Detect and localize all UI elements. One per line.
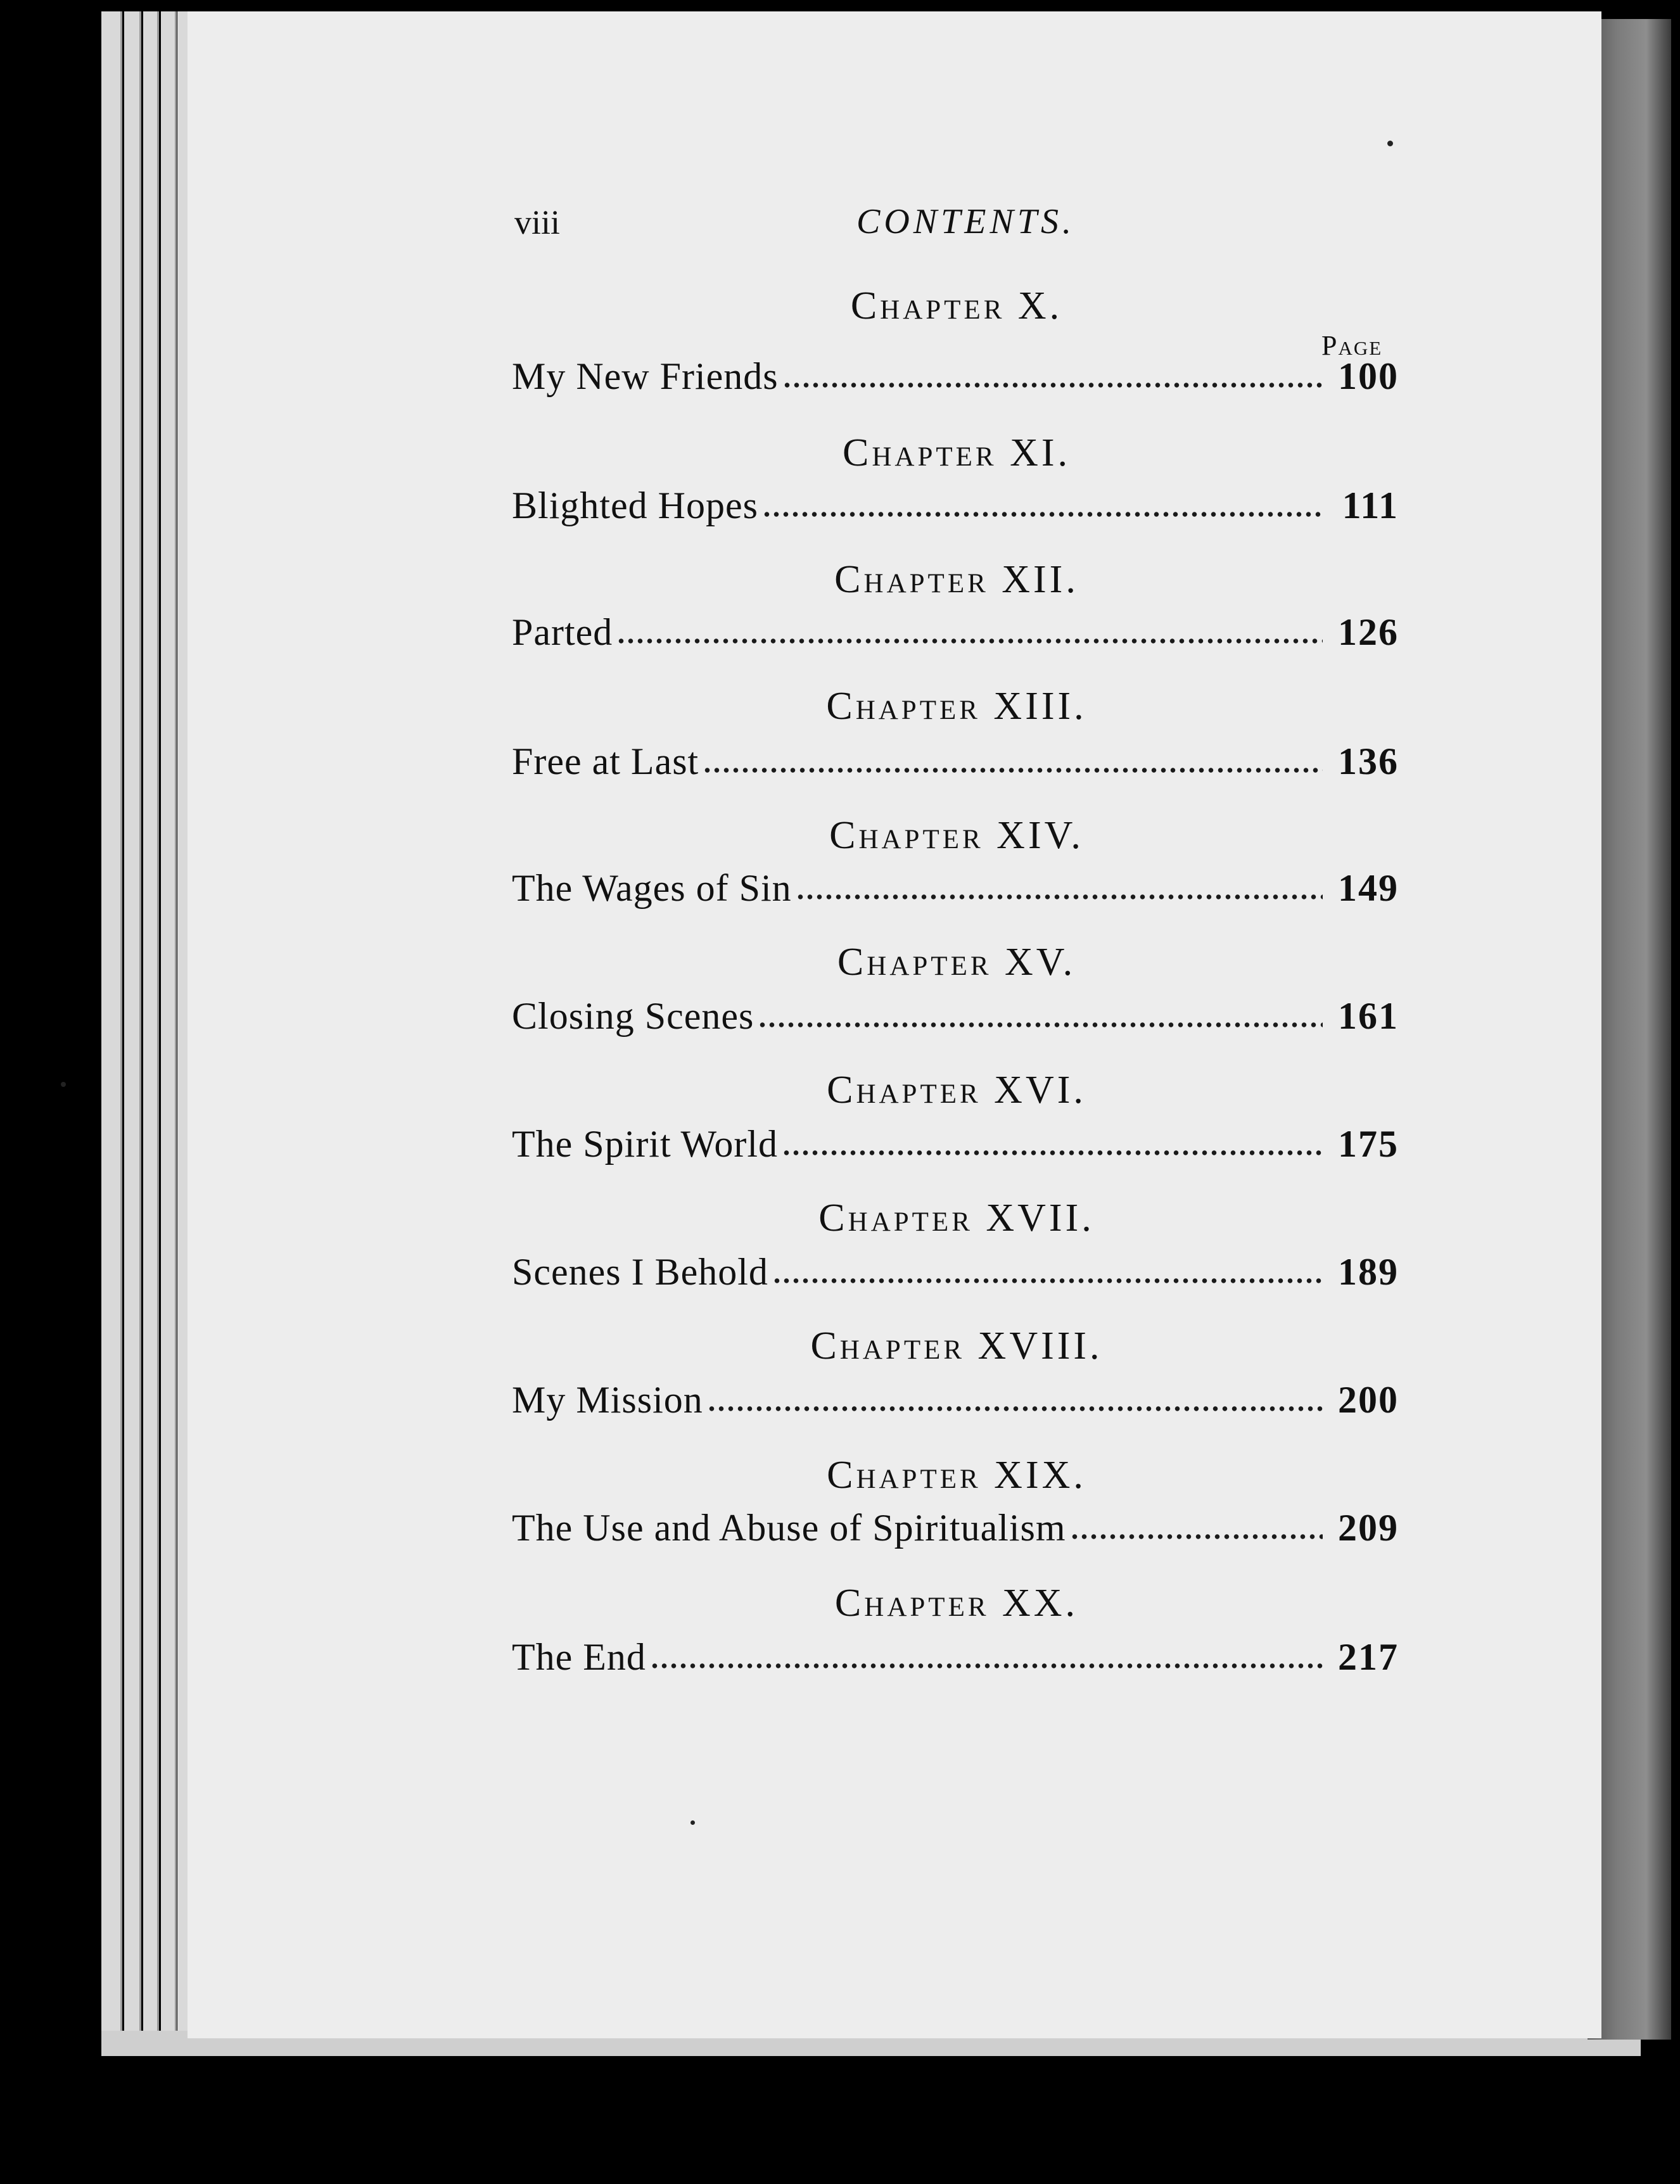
dot-leader [762,511,1323,518]
toc-entry-page: 126 [1338,611,1399,653]
chapter-heading: Chapter XIV. [829,814,1084,857]
toc-entry-page: 100 [1338,355,1399,397]
dust-speck [1387,141,1393,146]
toc-entry-title: Parted [512,611,613,653]
dot-leader [758,1021,1323,1029]
chapter-heading: Chapter XI. [842,431,1071,474]
chapter-heading: Chapter XVIII. [810,1324,1103,1368]
toc-entry-title: The End [512,1636,646,1678]
chapter-heading: Chapter XVI. [827,1069,1086,1112]
chapter-heading: Chapter X. [850,284,1063,327]
dust-speck [61,1082,66,1087]
toc-entry-page: 149 [1338,867,1399,909]
toc-entry-title: Scenes I Behold [512,1251,768,1293]
page-number-folio: viii [514,203,561,241]
chapter-heading: Chapter XII. [834,558,1079,601]
toc-entry-page: 217 [1338,1636,1399,1678]
dot-leader [782,1149,1323,1157]
toc-entry-title: The Use and Abuse of Spiritualism [512,1507,1066,1549]
toc-entry-title: Blighted Hopes [512,485,758,526]
chapter-heading: Chapter XVII. [818,1197,1095,1240]
toc-entry[interactable] [512,484,1399,535]
running-head: CONTENTS. [856,202,1075,241]
toc-entry[interactable] [512,867,1399,917]
page-edge [101,11,122,2032]
toc-entry-title: Closing Scenes [512,995,754,1037]
chapter-heading: Chapter XX. [834,1582,1079,1625]
dot-leader [703,766,1323,774]
page-edge [161,11,177,2032]
toc-entry[interactable] [512,355,1399,405]
toc-entry-page: 111 [1342,485,1399,526]
chapter-heading: Chapter XV. [837,941,1076,984]
dust-speck [690,1820,695,1825]
toc-entry-page: 136 [1338,740,1399,782]
toc-entry-title: The Spirit World [512,1123,779,1165]
toc-entry[interactable] [512,1250,1399,1301]
toc-entry-title: My Mission [512,1379,703,1421]
chapter-heading: Chapter XIII. [826,685,1087,728]
toc-entry[interactable] [512,611,1399,661]
page-column-label: Page [1321,330,1383,361]
toc-entry-title: My New Friends [512,355,779,397]
toc-entry[interactable] [512,1122,1399,1173]
toc-entry[interactable] [512,1378,1399,1429]
page-edge [143,11,159,2032]
dot-leader [616,637,1323,645]
toc-entry-page: 209 [1338,1507,1399,1549]
dot-leader [707,1405,1323,1413]
toc-entry[interactable] [512,994,1399,1045]
dot-leader [796,893,1323,901]
dot-leader [782,381,1323,389]
dot-leader [772,1277,1323,1285]
toc-entry-title: The Wages of Sin [512,867,792,909]
toc-entry-page: 175 [1338,1123,1399,1165]
dot-leader [1070,1533,1323,1540]
toc-entry-page: 189 [1338,1251,1399,1293]
toc-entry-title: Free at Last [512,740,699,782]
toc-entry-page: 200 [1338,1379,1399,1421]
chapter-heading: Chapter XIX. [827,1454,1086,1497]
toc-entry[interactable] [512,1635,1399,1686]
toc-entry-page: 161 [1338,995,1399,1037]
dot-leader [650,1662,1323,1670]
toc-entry[interactable] [512,740,1399,790]
toc-entry[interactable] [512,1506,1399,1557]
page-edge [124,11,141,2032]
